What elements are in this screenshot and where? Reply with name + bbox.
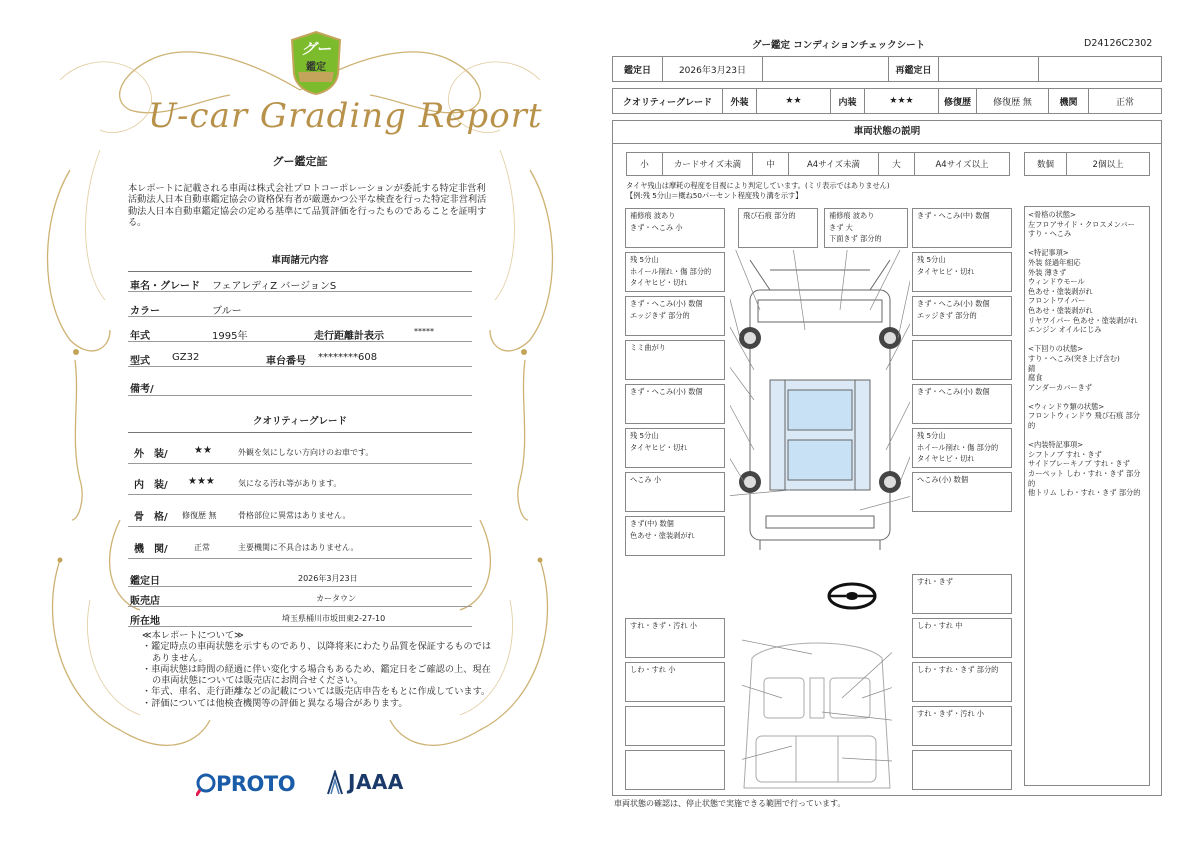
mileage-value: *****	[414, 327, 434, 336]
legend-mid-desc: A4サイズ未満	[789, 153, 879, 176]
condition-notes-panel	[1024, 206, 1150, 786]
reappraisal-date-label: 再鑑定日	[889, 57, 939, 82]
spec-row-remarks	[128, 372, 472, 396]
note-line: フロントワイパー	[1028, 296, 1086, 306]
note-item: ・車両状態は時間の経過に伴い変化する場合もあるため、鑑定日をご確認の上、現在の車両状態については販売店にお問合せください。	[142, 663, 491, 687]
legend-count-desc: 2個以上	[1067, 153, 1150, 176]
damage-box: ミミ曲がり	[625, 340, 725, 380]
damage-box: へこみ(小) 数個	[912, 472, 1012, 512]
legend-small-desc: カードサイズ未満	[663, 153, 753, 176]
legend-large: 大	[879, 153, 915, 176]
note-line: 錆	[1028, 363, 1036, 373]
proto-logo-icon	[196, 772, 216, 796]
damage-box: 補修痕 波あり きず・へこみ 小	[625, 208, 725, 248]
note-line: 左フロアサイド・クロスメンバー	[1028, 219, 1135, 229]
interior-box: しわ・すれ 小	[625, 662, 725, 702]
appraisal-date-value: 2026年3月23日	[663, 57, 763, 82]
legend-large-desc: A4サイズ以上	[915, 153, 1010, 176]
name-label: 車名・グレード	[130, 281, 200, 292]
grade-value: ★★	[194, 445, 212, 456]
note-group-underbody	[1028, 344, 1146, 392]
note-group-head: <ウィンドウ類の状態>	[1028, 401, 1105, 411]
grade-row-interior	[128, 471, 472, 495]
notes-title: ≪本レポートについて≫	[142, 630, 244, 641]
spec-heading: 車両諸元内容	[128, 252, 472, 272]
name-value: フェアレディZ バージョンS	[212, 281, 337, 292]
badge-bottom-text: 鑑定	[306, 62, 326, 73]
date-label: 鑑定日	[130, 576, 160, 587]
interior-box: しわ・すれ・きず 部分的	[912, 662, 1012, 702]
note-group-windows	[1028, 402, 1146, 431]
interior-box-empty	[912, 750, 1012, 790]
note-line: シフトノブ すれ・きず	[1028, 449, 1102, 459]
count-legend-table	[1024, 152, 1150, 176]
size-legend-table	[626, 152, 1010, 176]
note-group-head: <内装特記事項>	[1028, 440, 1084, 450]
year-value: 1995年	[212, 331, 248, 342]
tire-note: タイヤ残山は摩耗の程度を目視により判定しています。(ミリ表示ではありません)	[626, 181, 890, 190]
grade-desc: 主要機関に不具合はありません。	[238, 543, 359, 552]
chassis-value: ********608	[318, 352, 378, 363]
quality-grade-table	[612, 88, 1162, 114]
empty-cell	[1039, 57, 1162, 82]
quality-grade-label: クオリティーグレード	[613, 89, 723, 114]
grade-label: 内 装/	[134, 480, 168, 491]
note-line: 色あせ・塗装剥がれ	[1028, 286, 1093, 296]
jaaa-logo: JAAA	[348, 770, 404, 794]
legend-small: 小	[627, 153, 663, 176]
repair-history-value: 修復歴 無	[977, 89, 1049, 114]
damage-box: 残 5分山 ホイール削れ・傷 部分的 タイヤヒビ・切れ	[625, 252, 725, 292]
chassis-label: 車台番号	[266, 356, 306, 367]
damage-box: 残 5分山 タイヤヒビ・切れ	[912, 252, 1012, 292]
repair-history-label: 修復歴	[939, 89, 977, 114]
model-label: 型式	[130, 356, 150, 367]
note-item: ・年式、車名、走行距離などの記載については販売店申告をもとに作成しています。	[142, 686, 491, 698]
spec-row-year	[128, 322, 472, 342]
year-label: 年式	[130, 331, 150, 342]
damage-box: きず・へこみ(小) 数個	[625, 384, 725, 424]
interior-box-empty	[625, 706, 725, 746]
note-group-interior	[1028, 440, 1146, 498]
damage-box: きず(中) 数個 色あせ・塗装剥がれ	[625, 516, 725, 556]
note-group-head: <下回りの状態>	[1028, 344, 1084, 354]
note-line: カーペット しわ・すれ・きず 部分的	[1028, 469, 1141, 488]
mileage-label: 走行距離計表示	[314, 331, 384, 342]
damage-box: 残 5分山 タイヤヒビ・切れ	[625, 428, 725, 468]
note-line: リヤワイパー 色あせ・塗装剥がれ	[1028, 315, 1138, 325]
damage-box-empty	[912, 340, 1012, 380]
grade-heading: クオリティーグレード	[128, 413, 472, 433]
engine-label: 機関	[1049, 89, 1089, 114]
remarks-label: 備考/	[130, 384, 154, 395]
damage-box: きず・へこみ(中) 数個	[912, 208, 1012, 248]
proto-logo: PROTO	[216, 772, 296, 796]
note-line: 腐食	[1028, 373, 1043, 383]
note-line: 色あせ・塗装剥がれ	[1028, 305, 1093, 315]
jaaa-logo-icon	[326, 770, 344, 796]
note-line: すり・へこみ(突き上げ含む)	[1028, 353, 1120, 363]
appraisal-date-label: 鑑定日	[613, 57, 663, 82]
note-line: 他トリム しわ・すれ・きず 部分的	[1028, 488, 1141, 498]
note-line: すり・へこみ	[1028, 229, 1072, 239]
steering-wheel-icon	[826, 580, 878, 612]
empty-cell	[763, 57, 889, 82]
script-title: U-car Grading Report	[148, 96, 543, 136]
address-value: 埼玉県桶川市坂田東2-27-10	[282, 614, 386, 623]
model-value: GZ32	[172, 352, 200, 363]
car-exterior-diagram	[730, 250, 910, 550]
tire-note-example: 【例:残 5分山＝概ね50パーセント程度残り溝を示す】	[626, 191, 803, 200]
document-id: D24126C2302	[1084, 38, 1153, 49]
interior-label: 内装	[831, 89, 865, 114]
note-group-frame	[1028, 210, 1146, 239]
info-row-shop	[128, 587, 472, 607]
info-row-address	[128, 607, 472, 627]
info-row-date	[128, 567, 472, 587]
grade-desc: 外観を気にしない方向けのお車です。	[238, 448, 374, 457]
damage-box: きず・へこみ(小) 数個 エッジきず 部分的	[625, 296, 725, 336]
note-line: アンダーカバーきず	[1028, 382, 1092, 392]
badge-top-text: グー	[300, 40, 331, 58]
interior-box-empty	[625, 750, 725, 790]
grade-value: 修復歴 無	[182, 511, 217, 520]
interior-box: すれ・きず	[912, 574, 1012, 614]
interior-box: すれ・きず・汚れ 小	[625, 618, 725, 658]
grade-row-engine	[128, 535, 472, 559]
reappraisal-date-value	[939, 57, 1039, 82]
report-notes	[140, 630, 492, 709]
note-line: 外装 経過年相応	[1028, 257, 1081, 267]
note-group-head: <特記事項>	[1028, 248, 1069, 258]
grade-label: 骨 格/	[134, 512, 168, 523]
spec-row-name	[128, 272, 472, 292]
note-group-special	[1028, 248, 1146, 334]
damage-box: きず・へこみ(小) 数個	[912, 384, 1012, 424]
exterior-label: 外装	[723, 89, 757, 114]
appraisal-date-table	[612, 56, 1162, 82]
grade-row-frame	[128, 503, 472, 527]
sheet-title: グー鑑定 コンディションチェックシート	[752, 40, 926, 51]
grade-desc: 骨格部位に異常はありません。	[238, 511, 351, 520]
interior-box: すれ・きず・汚れ 小	[912, 706, 1012, 746]
spec-row-color	[128, 297, 472, 317]
address-label: 所在地	[130, 616, 160, 627]
note-line: フロントウィンドウ 飛び石痕 部分的	[1028, 411, 1140, 431]
note-group-head: <骨格の状態>	[1028, 210, 1076, 219]
grade-label: 外 装/	[134, 449, 168, 460]
color-value: ブルー	[212, 306, 242, 317]
note-line: 外装 薄きず	[1028, 267, 1067, 277]
damage-box: 補修痕 波あり きず 大 下面きず 部分的	[824, 208, 908, 248]
grade-value: 正常	[194, 543, 210, 552]
engine-value: 正常	[1089, 89, 1162, 114]
grade-label: 機 関/	[134, 544, 168, 555]
damage-box: きず・へこみ(小) 数個 エッジきず 部分的	[912, 296, 1012, 336]
shop-value: カータウン	[316, 594, 356, 603]
note-item: ・鑑定時点の車両状態を示すものであり、以降将来にわたり品質を保証するものではありません。	[142, 641, 492, 664]
damage-box: 飛び石痕 部分的	[738, 208, 818, 248]
color-label: カラー	[130, 306, 160, 317]
interior-value: ★★★	[865, 89, 939, 114]
exterior-value: ★★	[757, 89, 831, 114]
note-line: ウィンドウモール	[1028, 277, 1085, 287]
car-interior-diagram	[742, 638, 892, 790]
grade-row-exterior	[128, 440, 472, 464]
note-line: サイドブレーキノブ すれ・きず	[1028, 459, 1130, 469]
legend-mid: 中	[753, 153, 789, 176]
grade-desc: 気になる汚れ等があります。	[238, 479, 342, 488]
certificate-intro: 本レポートに記載される車両は株式会社プロトコーポレーションが委託する特定非営利活動法人日本自動車鑑定協会の資格保有者が厳選かつ公平な検査を行った特定非営利活動法人日本自動車鑑定協会の定める基準にて品質評価を行ったものであることを証明する。	[128, 183, 487, 229]
note-item: ・評価については他検査機関等の評価と異なる場合があります。	[142, 697, 408, 709]
legend-count: 数個	[1025, 153, 1067, 176]
sheet-footer: 車両状態の確認は、停止状態で実施できる範囲で行っています。	[614, 799, 846, 808]
interior-box: しわ・すれ 中	[912, 618, 1012, 658]
grade-value: ★★★	[188, 476, 215, 487]
damage-box: 残 5分山 ホイール削れ・傷 部分的 タイヤヒビ・切れ	[912, 428, 1012, 468]
note-line: エンジン オイルにじみ	[1028, 325, 1102, 335]
damage-box: へこみ 小	[625, 472, 725, 512]
spec-row-model	[128, 347, 472, 367]
shop-label: 販売店	[130, 596, 160, 607]
certificate-title: グー鑑定証	[272, 155, 328, 168]
section-title: 車両状態の説明	[612, 120, 1162, 144]
date-value: 2026年3月23日	[298, 574, 358, 583]
